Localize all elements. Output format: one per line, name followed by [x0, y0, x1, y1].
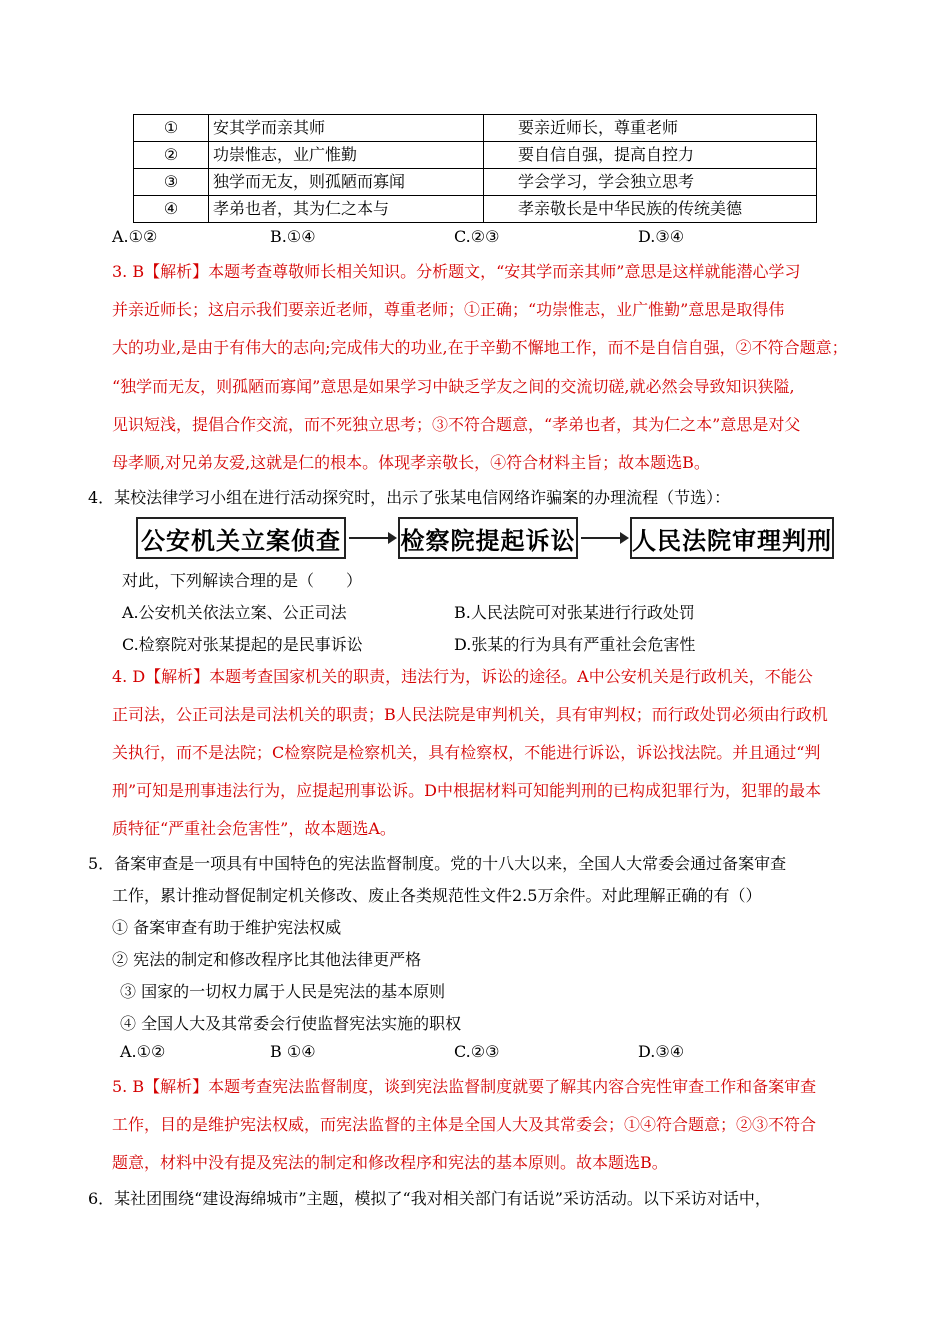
analysis-line: 刑”可知是刑事违法行为，应提起刑事讼诉。D中根据材料可知能判刑的已构成犯罪行为，犯罪的最本: [112, 781, 822, 800]
option-d: D.张某的行为具有严重社会危害性: [454, 635, 696, 654]
option-c: C.检察院对张某提起的是民事诉讼: [122, 635, 363, 654]
quote-cell: 功崇惟志，业广惟勤: [209, 142, 484, 169]
table-row: [134, 196, 817, 223]
option-c: C.②③: [454, 1042, 500, 1061]
statement-item: ③ 国家的一切权力属于人民是宪法的基本原则: [120, 982, 446, 1001]
meaning-cell: [484, 115, 817, 142]
analysis-line: 母孝顺,对兄弟友爱,这就是仁的根本。体现孝亲敬长，④符合材料主旨；故本题选B。: [112, 453, 710, 472]
row-number: ②: [134, 142, 209, 169]
analysis-line: 关执行，而不是法院；C检察院是检察机关，具有检察权，不能进行诉讼，诉讼找法院。并且通过“判: [112, 743, 821, 762]
flow-step-procuratorate: 检察院提起诉讼: [398, 517, 578, 559]
table-row: [134, 115, 817, 142]
statement-item: ④ 全国人大及其常委会行使监督宪法实施的职权: [120, 1014, 462, 1033]
option-d: D.③④: [638, 227, 685, 246]
analysis-line: 见识短浅，提倡合作交流，而不死独立思考；③不符合题意，“孝弟也者，其为仁之本”意思是对父: [112, 415, 801, 434]
flow-arrow-icon: [349, 537, 395, 539]
analysis-line: 并亲近师长；这启示我们要亲近老师，尊重老师；①正确；“功崇惟志，业广惟勤”意思是取得伟: [112, 300, 785, 319]
table-row: [134, 142, 817, 169]
row-number: ③: [134, 169, 209, 196]
row-number: ④: [134, 196, 209, 223]
flow-arrow-icon: [581, 537, 627, 539]
flow-step-police: 公安机关立案侦查: [136, 517, 346, 559]
question-prompt: 对此，下列解读合理的是（ ）: [122, 571, 363, 590]
analysis-line: 题意，材料中没有提及宪法的制定和修改程序和宪法的基本原则。故本题选B。: [112, 1153, 668, 1172]
table-row: [134, 169, 817, 196]
question-stem: 4．某校法律学习小组在进行活动探究时，出示了张某电信网络诈骗案的办理流程（节选）：: [88, 488, 731, 507]
meaning-text: 孝亲敬长是中华民族的传统美德: [518, 199, 743, 218]
statement-item: ① 备案审查有助于维护宪法权威: [112, 918, 342, 937]
question-stem: 5．备案审查是一项具有中国特色的宪法监督制度。党的十八大以来，全国人大常委会通过备案审查: [88, 854, 787, 873]
meaning-cell: [484, 169, 817, 196]
flow-step-court: 人民法院审理判刑: [630, 517, 834, 559]
analysis-line: 3. B【解析】本题考查尊敬师长相关知识。分析题文，“安其学而亲其师”意思是这样就能潜心学习: [112, 262, 801, 281]
analysis-line: 5. B【解析】本题考查宪法监督制度，谈到宪法监督制度就要了解其内容合宪性审查工作和备案审查: [112, 1077, 817, 1096]
meaning-cell: [484, 196, 817, 223]
statement-item: ② 宪法的制定和修改程序比其他法律更严格: [112, 950, 422, 969]
option-b: B ①④: [270, 1042, 316, 1061]
meaning-text: 要自信自强，提高自控力: [518, 145, 695, 164]
quote-cell: 独学而无友，则孤陋而寡闻: [209, 169, 484, 196]
question-stem: 6．某社团围绕“建设海绵城市”主题，模拟了“我对相关部门有话说”采访活动。以下采访对话中，: [88, 1189, 771, 1208]
quote-cell: 孝弟也者，其为仁之本与: [209, 196, 484, 223]
row-number: ①: [134, 115, 209, 142]
meaning-text: 学会学习，学会独立思考: [518, 172, 695, 191]
analysis-line: 质特征“严重社会危害性”，故本题选A。: [112, 819, 396, 838]
analysis-line: 工作，目的是维护宪法权威，而宪法监督的主体是全国人大及其常委会；①④符合题意；②③不符合: [112, 1115, 817, 1134]
options-table: [133, 114, 817, 223]
analysis-line: 4. D【解析】本题考查国家机关的职责，违法行为，诉讼的途径。A中公安机关是行政机关，不能公: [112, 667, 813, 686]
option-b: B.人民法院可对张某进行行政处罚: [454, 603, 695, 622]
option-a: A.①②: [120, 1042, 166, 1061]
option-d: D.③④: [638, 1042, 685, 1061]
option-a: A.公安机关依法立案、公正司法: [122, 603, 347, 622]
analysis-line: “独学而无友，则孤陋而寡闻”意思是如果学习中缺乏学友之间的交流切磋,就必然会导致知识狭隘,: [112, 377, 795, 396]
meaning-cell: [484, 142, 817, 169]
option-c: C.②③: [454, 227, 500, 246]
analysis-line: 大的功业,是由于有伟大的志向;完成伟大的功业,在于辛勤不懈地工作，而不是自信自强，②不符合题意；: [112, 338, 848, 357]
quote-cell: 安其学而亲其师: [209, 115, 484, 142]
option-b: B.①④: [270, 227, 316, 246]
meaning-text: 要亲近师长，尊重老师: [518, 118, 679, 137]
analysis-line: 正司法，公正司法是司法机关的职责；B人民法院是审判机关，具有审判权；而行政处罚必须由行政机: [112, 705, 828, 724]
option-a: A.①②: [112, 227, 158, 246]
question-stem: 工作，累计推动督促制定机关修改、废止各类规范性文件2.5万余件。对此理解正确的有（）: [112, 886, 762, 905]
